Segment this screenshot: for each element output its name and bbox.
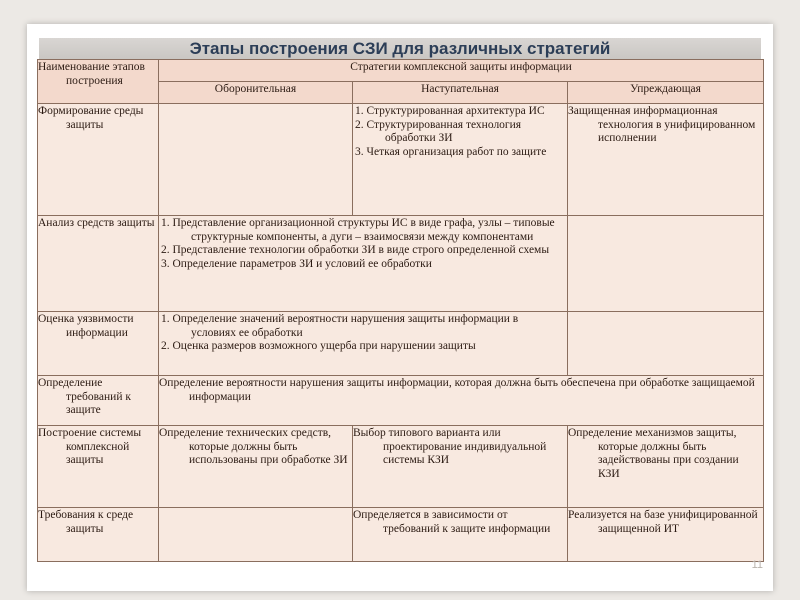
list-item: 3. Четкая организация работ по защите	[355, 145, 547, 158]
cell-span	[159, 312, 568, 376]
cell-preventive: Определение механизмов защиты, которые должны быть задействованы при создании КЗИ	[568, 426, 764, 508]
list-item: 1. Определение значений вероятности нарушения защиты информации в условиях ее обработки	[161, 313, 519, 339]
stage-cell: Требования к среде защиты	[38, 508, 159, 562]
stage-cell: Определение требований к защите	[38, 376, 159, 426]
cell-defensive: Определение технических средств, которые должны быть использованы при обработке ЗИ	[159, 426, 353, 508]
header-strategies: Стратегии комплексной защиты информации	[159, 60, 764, 82]
stage-cell: Построение системы комплексной защиты	[38, 426, 159, 508]
header-stage-col: Наименование этапов построения	[38, 60, 159, 104]
cell-offensive	[353, 104, 568, 216]
list-item: 2. Структурированная технология обработки ЗИ	[355, 118, 522, 144]
header-offensive: Наступательная	[353, 82, 568, 104]
stage-cell: Оценка уязвимости информации	[38, 312, 159, 376]
slide-title: Этапы построения СЗИ для различных стратегий	[189, 39, 611, 58]
list-item: 1. Структурированная архитектура ИС	[355, 105, 545, 117]
cell-defensive-empty	[159, 508, 353, 562]
cell-span: Определение вероятности нарушения защиты информации, которая должна быть обеспечена при обработке защищаемой информации	[159, 376, 764, 426]
cell-preventive-empty	[568, 216, 764, 312]
list-item: 2. Представление технологии обработки ЗИ в виде строго определенной схемы	[161, 244, 550, 256]
cell-preventive: Защищенная информационная технология в унифицированном исполнении	[568, 104, 764, 216]
list-item: 3. Определение параметров ЗИ и условий ее обработки	[161, 257, 432, 270]
cell-offensive: Определяется в зависимости от требований к защите информации	[353, 508, 568, 562]
header-preventive: Упреждающая	[568, 82, 764, 104]
stage-cell: Формирование среды защиты	[38, 104, 159, 216]
slide	[27, 24, 773, 591]
list-item: 1. Представление организационной структуры ИС в виде графа, узлы – типовые структурные компоненты, а дуги – взаимосвязи между компонентами	[161, 217, 555, 243]
cell-offensive: Выбор типового варианта или проектирование индивидуальной системы КЗИ	[353, 426, 568, 508]
list-item: 2. Оценка размеров возможного ущерба при нарушении защиты	[161, 340, 476, 352]
stage-cell: Анализ средств защиты	[38, 216, 159, 312]
strategies-table	[37, 59, 764, 562]
header-defensive: Оборонительная	[159, 82, 353, 104]
cell-preventive-empty	[568, 312, 764, 376]
cell-defensive-empty	[159, 104, 353, 216]
cell-preventive: Реализуется на базе унифицированной защищенной ИТ	[568, 508, 764, 562]
cell-span	[159, 216, 568, 312]
page-number: 11	[751, 559, 763, 571]
